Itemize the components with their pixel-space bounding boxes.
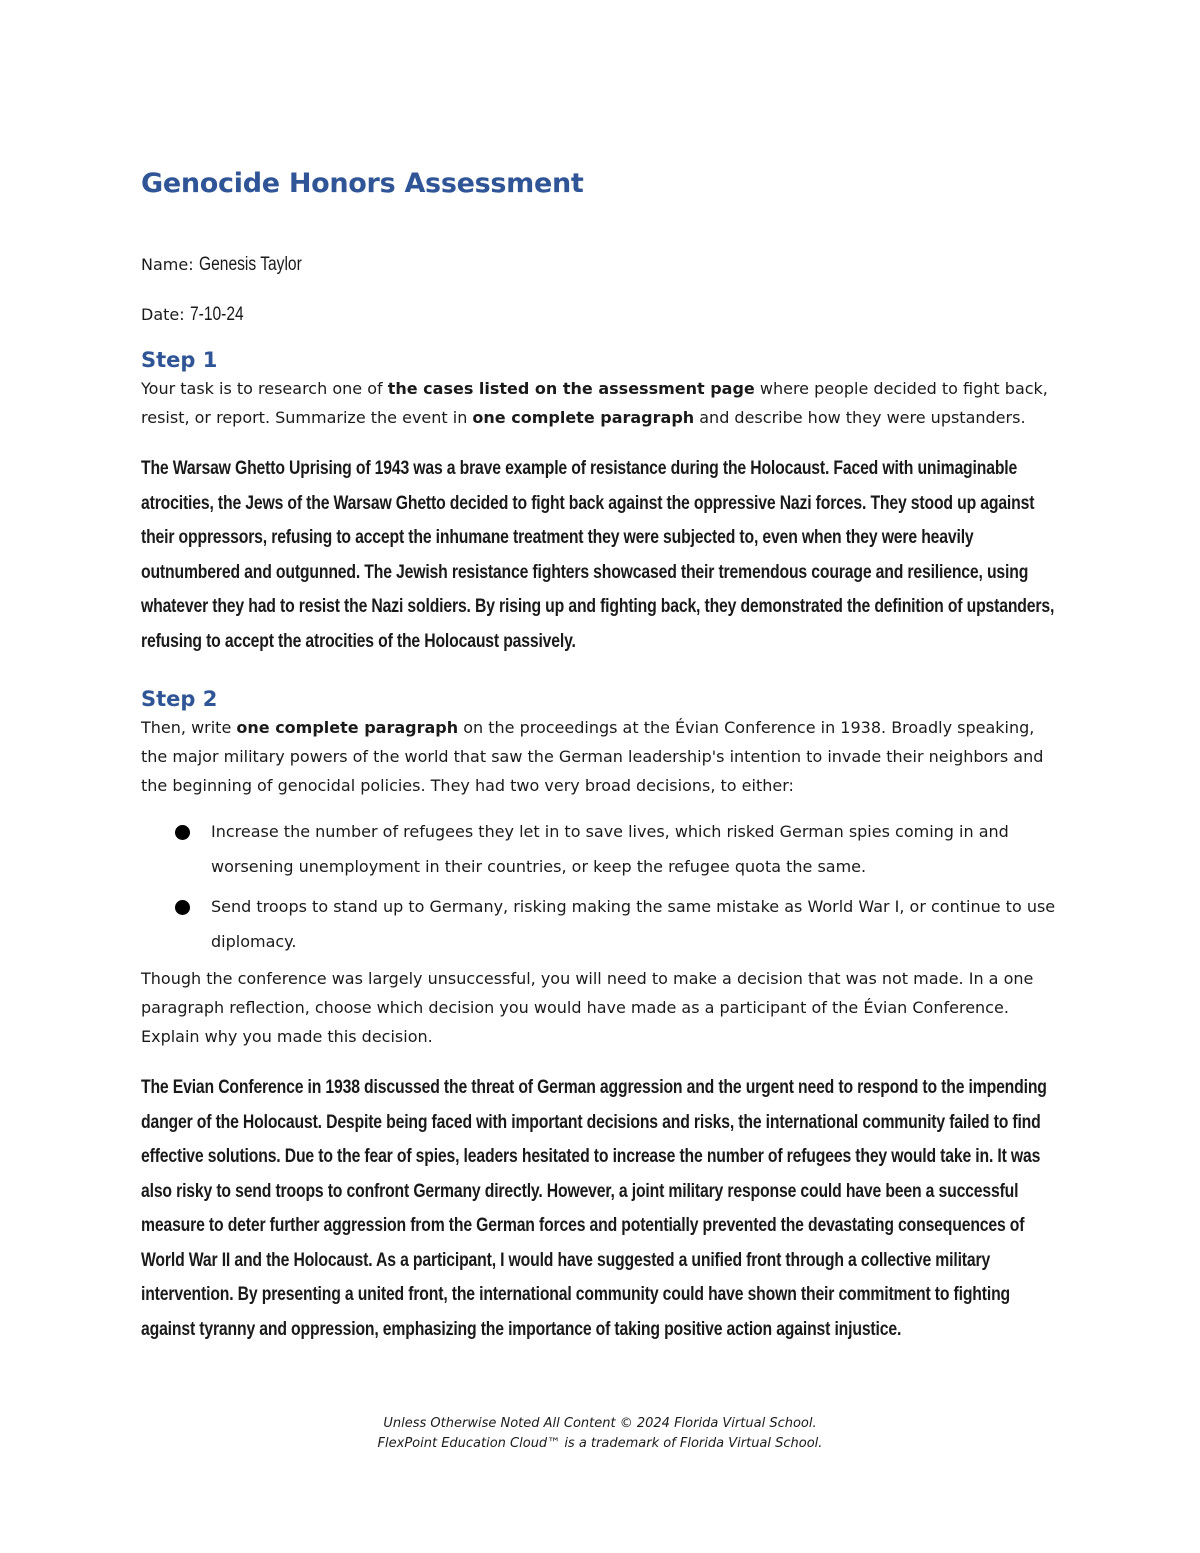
decision-list xyxy=(141,814,1061,959)
step1-answer: The Warsaw Ghetto Uprising of 1943 was a brave example of resistance during the Holocaust. Faced with unimaginable atrocities, the Jews of the Warsaw Ghetto decided to fight back against the oppressive Nazi forces. They stood up against their oppressors, refusing to accept the inhumane treatment they were subjected to, even when they were heavily outnumbered and outgunned. The Jewish resistance fighters showcased their tremendous courage and resilience, using whatever they had to resist the Nazi soldiers. By rising up and fighting back, they demonstrated the definition of upstanders, refusing to accept the atrocities of the Holocaust passively. xyxy=(141,458,1055,652)
document-body xyxy=(141,166,1061,1347)
step1-instr-text-1: Your task is to research one of xyxy=(141,379,388,398)
footer-copyright: Unless Otherwise Noted All Content © 2024 Florida Virtual School. xyxy=(383,1416,817,1431)
step2-instr-bold-1: one complete paragraph xyxy=(236,718,459,737)
step2-heading: Step 2 xyxy=(141,687,218,711)
step1-instr-bold-1: the cases listed on the assessment page xyxy=(387,379,755,398)
step2-instr-text-1: Then, write xyxy=(141,718,237,737)
step1-instructions xyxy=(141,374,1061,432)
date-value: 7-10-24 xyxy=(189,304,244,325)
list-item xyxy=(141,889,1061,959)
step1-instr-bold-2: one complete paragraph xyxy=(472,408,695,427)
name-label: Name: xyxy=(141,255,199,274)
date-line xyxy=(141,304,1061,326)
page-footer xyxy=(0,1414,1200,1454)
step2-answer: The Evian Conference in 1938 discussed the threat of German aggression and the urgent need to respond to the impending danger of the Holocaust. Despite being faced with important decisions and risks, the international community failed to find effective solutions. Due to the fear of spies, leaders hesitated to increase the number of refugees they would take in. It was also risky to send troops to confront Germany directly. However, a joint military response could have been a successful measure to deter further aggression from the German forces and potentially prevented the devastating consequences of World War II and the Holocaust. As a participant, I would have suggested a unified front through a collective military intervention. By presenting a united front, the international community could have shown their commitment to fighting against tyranny and oppression, emphasizing the importance of taking positive action against injustice. xyxy=(141,1077,1047,1340)
document-title: Genocide Honors Assessment xyxy=(141,168,584,199)
list-item xyxy=(141,814,1061,884)
name-value: Genesis Taylor xyxy=(198,254,302,275)
step1-instr-text-2: where people decided to fight back, resist, or report. Summarize the event in xyxy=(141,379,1048,427)
list-item-text: Send troops to stand up to Germany, risking making the same mistake as World War I, or continue to use diplomacy. xyxy=(211,897,1056,951)
date-label: Date: xyxy=(141,305,190,324)
step1-instr-text-3: and describe how they were upstanders. xyxy=(694,408,1026,427)
bullet-icon xyxy=(175,825,190,840)
footer-trademark: FlexPoint Education Cloud™ is a trademark of Florida Virtual School. xyxy=(377,1436,823,1451)
step2-instr-text-2: on the proceedings at the Évian Conference in 1938. Broadly speaking, the major military powers of the world that saw the German leadership's intention to invade their neighbors and the beginning of genocidal policies. They had two very broad decisions, to either: xyxy=(141,718,1044,795)
bullet-icon xyxy=(175,900,190,915)
step1-heading: Step 1 xyxy=(141,348,218,372)
step2-reflection-instructions: Though the conference was largely unsuccessful, you will need to make a decision that was not made. In a one paragraph reflection, choose which decision you would have made as a participant of the Évian Conference. Explain why you made this decision. xyxy=(141,969,1034,1046)
name-line xyxy=(141,254,1061,276)
step2-instructions xyxy=(141,713,1061,800)
list-item-text: Increase the number of refugees they let in to save lives, which risked German spies coming in and worsening unemployment in their countries, or keep the refugee quota the same. xyxy=(211,822,1009,876)
